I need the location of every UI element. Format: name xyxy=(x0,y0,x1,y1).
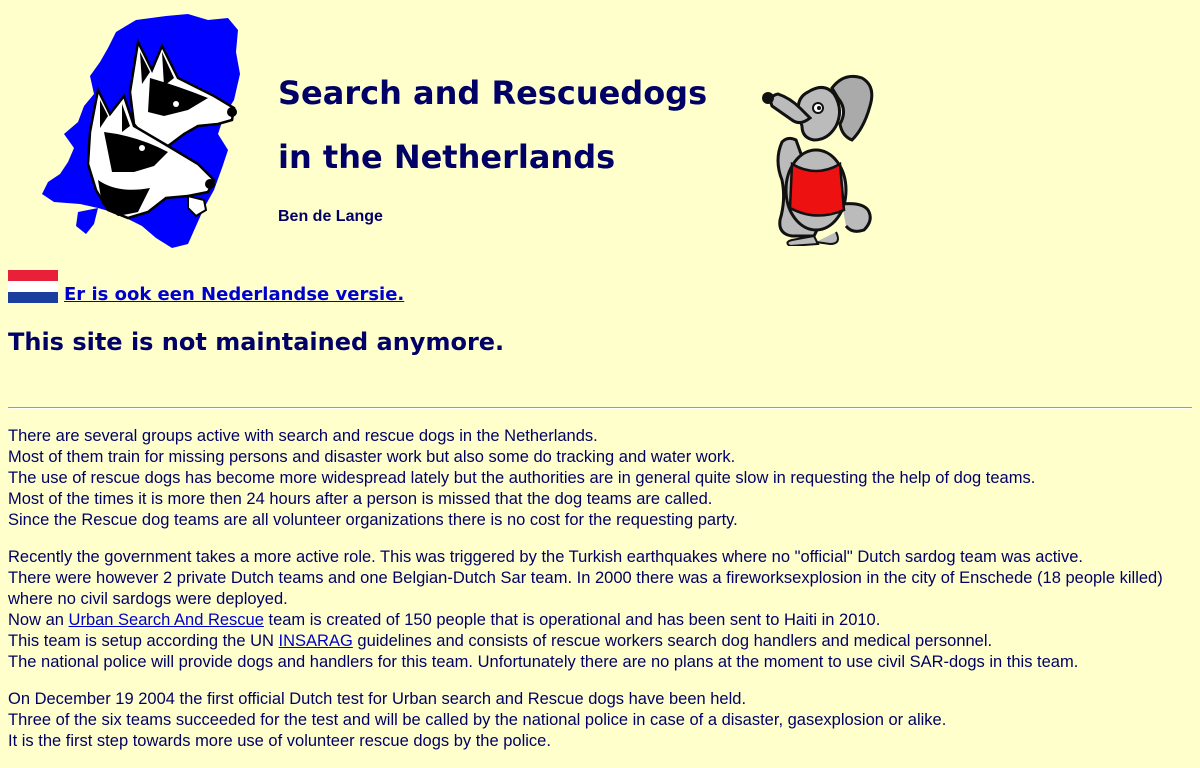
text-line: It is the first step towards more use of volunteer rescue dogs by the police. xyxy=(8,732,551,750)
text-line: The national police will provide dogs and handlers for this team. Unfortunately there are no plans at the moment to use civil SAR-dogs in this team. xyxy=(8,653,1079,671)
dutch-flag-icon xyxy=(8,270,58,303)
text-line: On December 19 2004 the first official Dutch test for Urban search and Rescue dogs have been held. xyxy=(8,690,747,708)
author-name: Ben de Lange xyxy=(278,208,383,225)
logo-netherlands-dogs-icon xyxy=(38,12,244,250)
divider xyxy=(8,407,1192,409)
government-paragraph xyxy=(8,547,1194,673)
text-line: team is created of 150 people that is operational and has been sent to Haiti in 2010. xyxy=(263,611,881,629)
text-line: Three of the six teams succeeded for the test and will be called by the national police in case of a disaster, gasexplosion or alike. xyxy=(8,711,947,729)
text-line: Most of them train for missing persons and disaster work but also some do tracking and water work. xyxy=(8,448,736,466)
text-line: Since the Rescue dog teams are all volunteer organizations there is no cost for the requesting party. xyxy=(8,511,738,529)
text-line: Now an xyxy=(8,611,69,629)
site-subtitle: in the Netherlands xyxy=(278,138,616,176)
text-line: This team is setup according the UN xyxy=(8,632,279,650)
insarag-link[interactable]: INSARAG xyxy=(278,632,353,650)
test-paragraph xyxy=(8,689,1194,752)
dutch-version-link[interactable]: Er is ook een Nederlandse versie. xyxy=(64,284,405,305)
text-line: guidelines and consists of rescue workers search dog handlers and medical personnel. xyxy=(352,632,993,650)
cartoon-rescue-dog-icon xyxy=(752,70,888,246)
text-line: The use of rescue dogs has become more widespread lately but the authorities are in general quite slow in requesting the help of dog teams. xyxy=(8,469,1036,487)
text-line: There were however 2 private Dutch teams and one Belgian-Dutch Sar team. In 2000 there was a fireworksexplosion in the city of Enschede (18 people killed) where no civil sardogs were deployed. xyxy=(8,569,1163,608)
usar-link[interactable]: Urban Search And Rescue xyxy=(68,611,264,629)
text-line: Most of the times it is more then 24 hours after a person is missed that the dog teams are called. xyxy=(8,490,713,508)
text-line: There are several groups active with search and rescue dogs in the Netherlands. xyxy=(8,427,598,445)
intro-paragraph xyxy=(8,426,1194,531)
site-title: Search and Rescuedogs xyxy=(278,74,708,112)
main-content xyxy=(8,426,1194,768)
text-line: Recently the government takes a more active role. This was triggered by the Turkish earthquakes where no "official" Dutch sardog team was active. xyxy=(8,548,1083,566)
maintenance-notice: This site is not maintained anymore. xyxy=(8,328,505,356)
